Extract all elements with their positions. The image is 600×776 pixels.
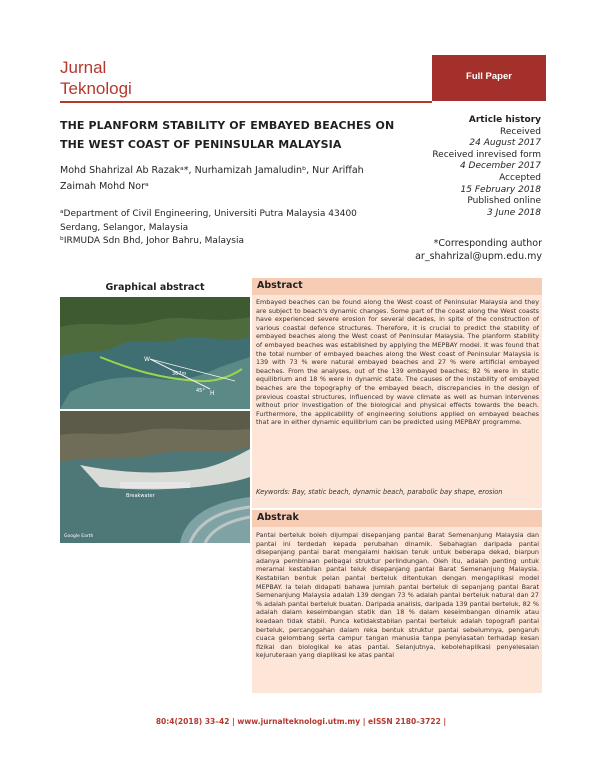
affiliations bbox=[60, 208, 415, 249]
abstract-heading: Abstract bbox=[257, 280, 303, 291]
history-published-date: 3 June 2018 bbox=[487, 207, 541, 218]
history-received-date: 24 August 2017 bbox=[469, 138, 541, 149]
affil-line1: ᵃDepartment of Civil Engineering, Universiti Putra Malaysia 43400 bbox=[60, 209, 357, 219]
history-accepted-date: 15 February 2018 bbox=[460, 184, 541, 195]
corresponding-author bbox=[380, 237, 542, 263]
corresponding-email[interactable]: ar_shahrizal@upm.edu.my bbox=[415, 251, 542, 262]
history-revised-date: 4 December 2017 bbox=[459, 161, 541, 172]
affil-line2: Serdang, Selangor, Malaysia bbox=[60, 222, 189, 233]
abstract-header bbox=[252, 278, 542, 295]
authors-line2: Zaimah Mohd Norᵃ bbox=[60, 181, 149, 192]
article-history bbox=[400, 115, 541, 219]
label-angle: 45° bbox=[196, 388, 205, 394]
journal-name-line2: Teknologi bbox=[60, 79, 132, 98]
history-received-label: Received bbox=[500, 126, 541, 137]
history-accepted-label: Accepted bbox=[499, 172, 541, 183]
history-published-label: Published online bbox=[467, 196, 541, 207]
keywords: Keywords: Bay, static beach, dynamic beach, parabolic bay shape, erosion bbox=[256, 488, 503, 496]
abstrak-header bbox=[252, 510, 542, 527]
history-title: Article history bbox=[468, 115, 541, 125]
affil-line3: ᵇIRMUDA Sdn Bhd, Johor Bahru, Malaysia bbox=[60, 236, 244, 246]
author-list bbox=[60, 163, 415, 195]
google-earth-watermark: Google Earth bbox=[64, 534, 94, 539]
history-revised-label: Received inrevised form bbox=[432, 149, 541, 160]
label-length: 367m bbox=[172, 371, 187, 377]
article-title: THE PLANFORM STABILITY OF EMBAYED BEACHES ON THE WEST COAST OF PENINSULAR MALAYSIA bbox=[60, 119, 395, 151]
journal-name bbox=[60, 57, 132, 99]
graphical-abstract-image bbox=[60, 297, 250, 543]
journal-name-line1: Jurnal bbox=[60, 58, 107, 77]
label-breakwater: Breakwater bbox=[126, 493, 155, 499]
graphical-abstract-title: Graphical abstract bbox=[105, 282, 205, 293]
abstrak-heading: Abstrak bbox=[257, 512, 299, 523]
authors-line1: Mohd Shahrizal Ab Razakᵃ*, Nurhamizah Jamaludinᵇ, Nur Ariffah bbox=[60, 165, 364, 176]
label-w: W bbox=[144, 356, 150, 363]
abstrak-text: Pantai berteluk boleh dijumpai disepanjang pantai Barat Semenanjung Malaysia dan pantai ini terdedah kepada perubahan dinamik. Sebahagian daripada pantai disepanjang pantai barat mengalami hakisan teruk untuk beberapa dekad, biarpun adanya pembinaan pelbagai struktur perlindungan. Oleh itu, adalah penting untuk meramal kestabilan pantai teluk disepanjang pantai Barat Semenanjung Malaysia. Kestabilan bentuk pelan pantai berteluk ditentukan dengan mengaplikasi model MEPBAY. Ia telah didapati bahawa jumlah pantai berteluk di sepanjang pantai Barat Semenanjung Malaysia adalah 139 dengan 73 % adalah pantai berteluk natural dan 27 % adalah pantai berteluk buatan. Daripada analisis, daripada 139 pantai berteluk, 82 % adalah dalam keseimbangan statik dan 18 % dalam keseimbangan dinamik atau keadaan tidak stabil. Punca ketidakstabilan pantai berteluk adalah topografi pantai berteluk, percanggahan dalam reka bentuk struktur pantai sebelumnya, pengaruh cuaca gelombang serta campur tangan manusia tanpa penyiasatan terhadap kesan fizikal dan biologikal ke atas pantai. Selanjutnya, kebolehaplikasi penyelesaian kejuruteraan yang diaplikasi ke atas pantai bbox=[256, 531, 539, 660]
full-paper-label: Full Paper bbox=[466, 71, 512, 82]
page-footer: 80:4(2018) 33–42 | www.jurnalteknologi.utm.my | eISSN 2180–3722 | bbox=[155, 717, 447, 726]
header-rule bbox=[60, 101, 432, 103]
abstract-text: Embayed beaches can be found along the West coast of Peninsular Malaysia and they are subject to beach's dynamic changes. Some part of the coast along the West coasts have experienced severe erosion for several decades, in spite of the construction of various coastal defence structures. Therefore, it is crucial to predict the stability of embayed beaches along the West coast of Peninsular Malaysia. The planform stability of embayed beaches was established by applying the MEPBAY model. It was found that the total number of embayed beaches along the West coast of Peninsular Malaysia is 139 with 73 % were natural embayed beaches and 27 % were artificial embayed beaches. From the analyses, out of the 139 embayed beaches; 82 % were in static equilibrium and 18 % were in dynamic state. The causes of the instability of embayed beaches are the topography of the embayed beach, discrepancies in the design of previous coastal structures, influenced by wave climate as well as human intervenes without prior investigation of the biological and physical effects towards the beach. Furthermore, the applicability of engineering solutions applied on embayed beaches that are in either dynamic equilibrium can be predicted using MEPBAY programme. bbox=[256, 298, 539, 427]
corresponding-label: *Corresponding author bbox=[433, 238, 542, 249]
label-h: H bbox=[210, 390, 215, 397]
breakwater bbox=[120, 482, 190, 488]
